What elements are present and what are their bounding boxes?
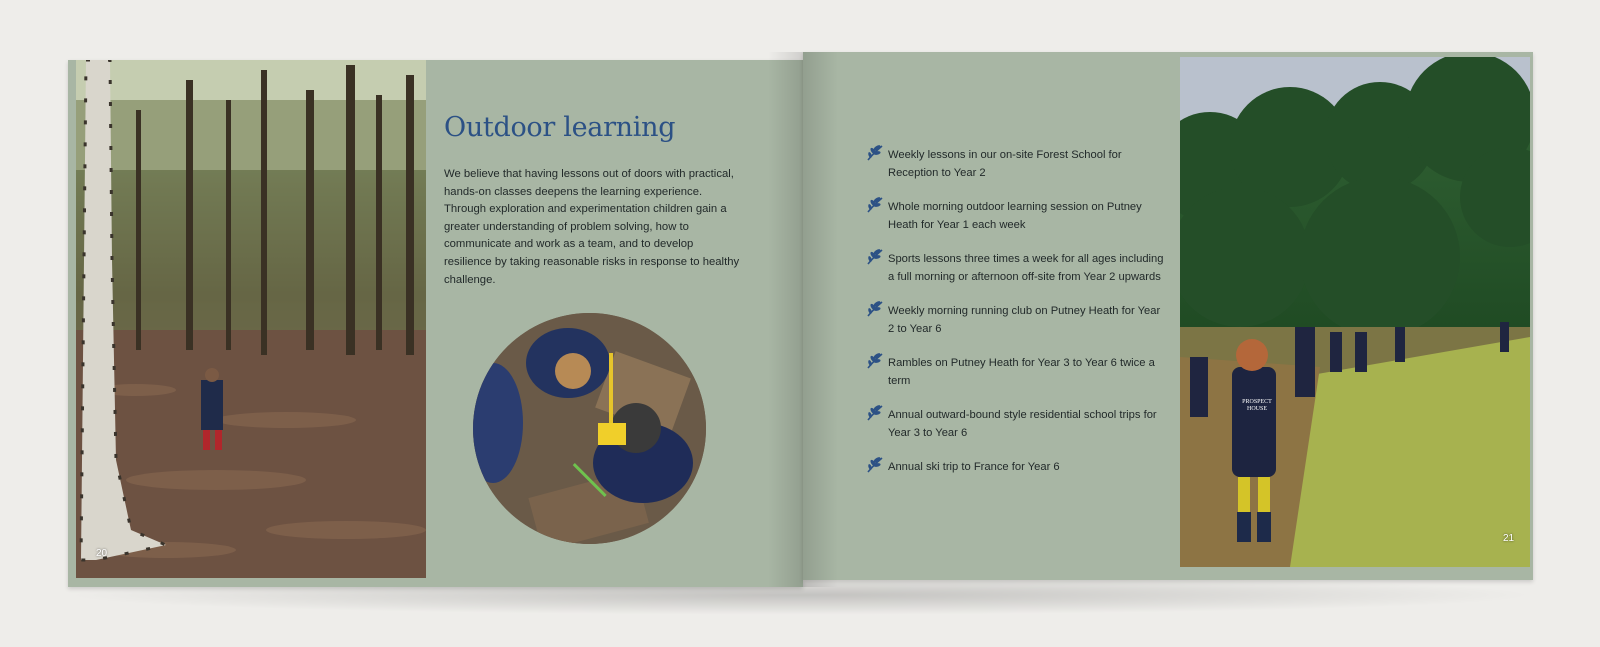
- leaf-icon: [866, 248, 884, 266]
- page-number-left: 20: [96, 548, 108, 559]
- intro-paragraph: We believe that having lessons out of doors with practical, hands-on classes deepens the learning experience. Through exploration and experimentation children gain a greater understanding of problem solving, how to communicate and work as a team, and to develop resilience by taking reasonable risks in response to healthy challenge.: [444, 168, 740, 286]
- list-item: [866, 198, 1166, 234]
- list-item-text: Sports lessons three times a week for all ages including a full morning or afternoon off-site from Year 2 upwards: [888, 253, 1164, 283]
- list-item: [866, 302, 1166, 338]
- hoodie-print: PROSPECT HOUSE: [1242, 399, 1272, 412]
- page-title: Outdoor learning: [444, 112, 676, 143]
- list-item: [866, 406, 1166, 442]
- list-item-text: Weekly lessons in our on-site Forest School for Reception to Year 2: [888, 149, 1122, 179]
- leaf-icon: [866, 352, 884, 370]
- list-item: [866, 354, 1166, 390]
- list-item-text: Annual outward-bound style residential school trips for Year 3 to Year 6: [888, 409, 1157, 439]
- leaf-icon: [866, 196, 884, 214]
- leaf-icon: [866, 144, 884, 162]
- field-walk-photo: [1180, 57, 1530, 567]
- list-item-text: Rambles on Putney Heath for Year 3 to Year 6 twice a term: [888, 357, 1155, 387]
- leaf-icon: [866, 300, 884, 318]
- list-item: [866, 250, 1166, 286]
- page-number-right: 21: [1503, 533, 1515, 544]
- list-item: [866, 458, 1166, 476]
- leaf-icon: [866, 404, 884, 422]
- list-item-text: Annual ski trip to France for Year 6: [888, 461, 1060, 473]
- leaf-icon: [866, 456, 884, 474]
- list-item-text: Whole morning outdoor learning session on Putney Heath for Year 1 each week: [888, 201, 1142, 231]
- list-item-text: Weekly morning running club on Putney Heath for Year 2 to Year 6: [888, 305, 1161, 335]
- forest-photo: [76, 60, 426, 578]
- children-activity-photo: [473, 313, 706, 544]
- list-item: [866, 146, 1166, 182]
- outdoor-activities-list: [866, 146, 1166, 476]
